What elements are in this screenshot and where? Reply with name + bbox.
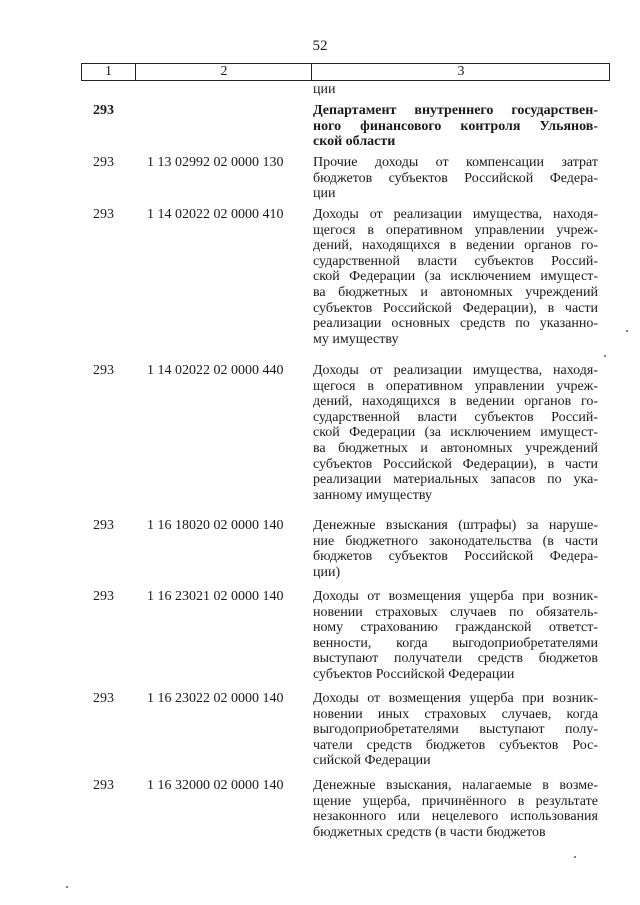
description-line: ние бюджетного законодательства (в части bbox=[313, 533, 598, 549]
revenue-description bbox=[313, 589, 598, 683]
description-line: выгодоприобретателями выступают полу- bbox=[313, 722, 598, 738]
description-line: реализации основных средств по указанно- bbox=[313, 316, 598, 332]
scan-speck bbox=[66, 886, 68, 888]
description-line: ской Федерации (за исключением имущест- bbox=[313, 269, 598, 285]
admin-code: 293 bbox=[93, 518, 114, 533]
revenue-code: 1 16 23021 02 0000 140 bbox=[147, 589, 284, 604]
revenue-code: 1 16 32000 02 0000 140 bbox=[147, 778, 284, 793]
revenue-description bbox=[313, 207, 598, 347]
description-line: субъектов Российской Федерации), в части bbox=[313, 456, 598, 472]
revenue-description bbox=[313, 691, 598, 769]
description-line: дений, находящихся в ведении органов го- bbox=[313, 394, 598, 410]
description-line: ва бюджетных и автономных учреждений bbox=[313, 440, 598, 456]
description-line: занному имуществу bbox=[313, 487, 432, 503]
description-line: Денежные взыскания, налагаемые в возме- bbox=[313, 778, 598, 793]
description-line: щение ущерба, причинённого в результате bbox=[313, 793, 598, 809]
description-line: Доходы от возмещения ущерба при возник- bbox=[313, 589, 598, 604]
table-header bbox=[81, 63, 610, 81]
description-line: бюджетов субъектов Российской Федера- bbox=[313, 549, 598, 565]
admin-code: 293 bbox=[93, 207, 114, 222]
description-line: новении страховых случаев по обязатель- bbox=[313, 604, 598, 620]
description-line: бюджетов субъектов Российской Федера- bbox=[313, 170, 598, 186]
scan-speck bbox=[574, 856, 576, 858]
header-col-3: 3 bbox=[311, 64, 610, 80]
description-line: щегося в оперативном управлении учреж- bbox=[313, 378, 598, 394]
admin-code: 293 bbox=[93, 155, 114, 170]
description-line: сударственной власти субъектов Россий- bbox=[313, 253, 598, 269]
description-line: выступают получатели средств бюджетов bbox=[313, 651, 598, 667]
revenue-code: 1 14 02022 02 0000 440 bbox=[147, 363, 284, 378]
admin-code: 293 bbox=[93, 363, 114, 378]
description-line: ции bbox=[313, 186, 336, 202]
revenue-code: 1 14 02022 02 0000 410 bbox=[147, 207, 284, 222]
description-line: дений, находящихся в ведении органов го- bbox=[313, 238, 598, 254]
description-line: ции) bbox=[313, 564, 341, 580]
description-line: ской Федерации (за исключением имущест- bbox=[313, 425, 598, 441]
description-line: субъектов Российской Федерации), в части bbox=[313, 300, 598, 316]
description-line: венности, когда выгодоприобретателями bbox=[313, 635, 598, 651]
description-line: Департамент внутреннего государствен- bbox=[313, 103, 598, 118]
description-line: ской области bbox=[313, 134, 396, 150]
scan-speck bbox=[604, 355, 606, 357]
revenue-description bbox=[313, 363, 598, 503]
admin-code: 293 bbox=[93, 691, 114, 706]
description-line: ного финансового контроля Ульянов- bbox=[313, 118, 598, 134]
description-line: ва бюджетных и автономных учреждений bbox=[313, 284, 598, 300]
revenue-description bbox=[313, 518, 598, 580]
description-line: Прочие доходы от компенсации затрат bbox=[313, 155, 598, 170]
scan-speck bbox=[626, 330, 628, 332]
admin-code: 293 bbox=[93, 589, 114, 604]
description-line: чатели средств бюджетов субъектов Рос- bbox=[313, 737, 598, 753]
revenue-code: 1 16 23022 02 0000 140 bbox=[147, 691, 284, 706]
description-line: му имуществу bbox=[313, 331, 399, 347]
revenue-description bbox=[313, 155, 598, 202]
description-line: незаконного или нецелевого использования bbox=[313, 809, 598, 825]
header-col-1: 1 bbox=[105, 64, 112, 79]
description-line: субъектов Российской Федерации bbox=[313, 666, 515, 682]
description-line: сударственной власти субъектов Россий- bbox=[313, 409, 598, 425]
admin-code: 293 bbox=[93, 778, 114, 793]
description-line: сийской Федерации bbox=[313, 753, 431, 769]
header-col-2: 2 bbox=[135, 64, 312, 80]
revenue-description bbox=[313, 103, 598, 150]
revenue-code: 1 16 18020 02 0000 140 bbox=[147, 518, 284, 533]
description-line: ному страхованию гражданской ответст- bbox=[313, 620, 598, 636]
page-number: 52 bbox=[312, 38, 328, 54]
revenue-description bbox=[313, 778, 598, 840]
revenue-code: 1 13 02992 02 0000 130 bbox=[147, 155, 284, 170]
description-line: новении иных страховых случаев, когда bbox=[313, 706, 598, 722]
description-line: реализации материальных запасов по ука- bbox=[313, 472, 598, 488]
description-line: Доходы от возмещения ущерба при возник- bbox=[313, 691, 598, 706]
description-line: щегося в оперативном управлении учреж- bbox=[313, 222, 598, 238]
description-line: Доходы от реализации имущества, находя- bbox=[313, 207, 598, 222]
admin-code: 293 bbox=[93, 103, 114, 118]
description-line: бюджетных средств (в части бюджетов bbox=[313, 824, 546, 840]
description-line: Денежные взыскания (штрафы) за наруше- bbox=[313, 518, 598, 533]
description-line: Доходы от реализации имущества, находя- bbox=[313, 363, 598, 378]
continuation-text: ции bbox=[313, 82, 336, 97]
